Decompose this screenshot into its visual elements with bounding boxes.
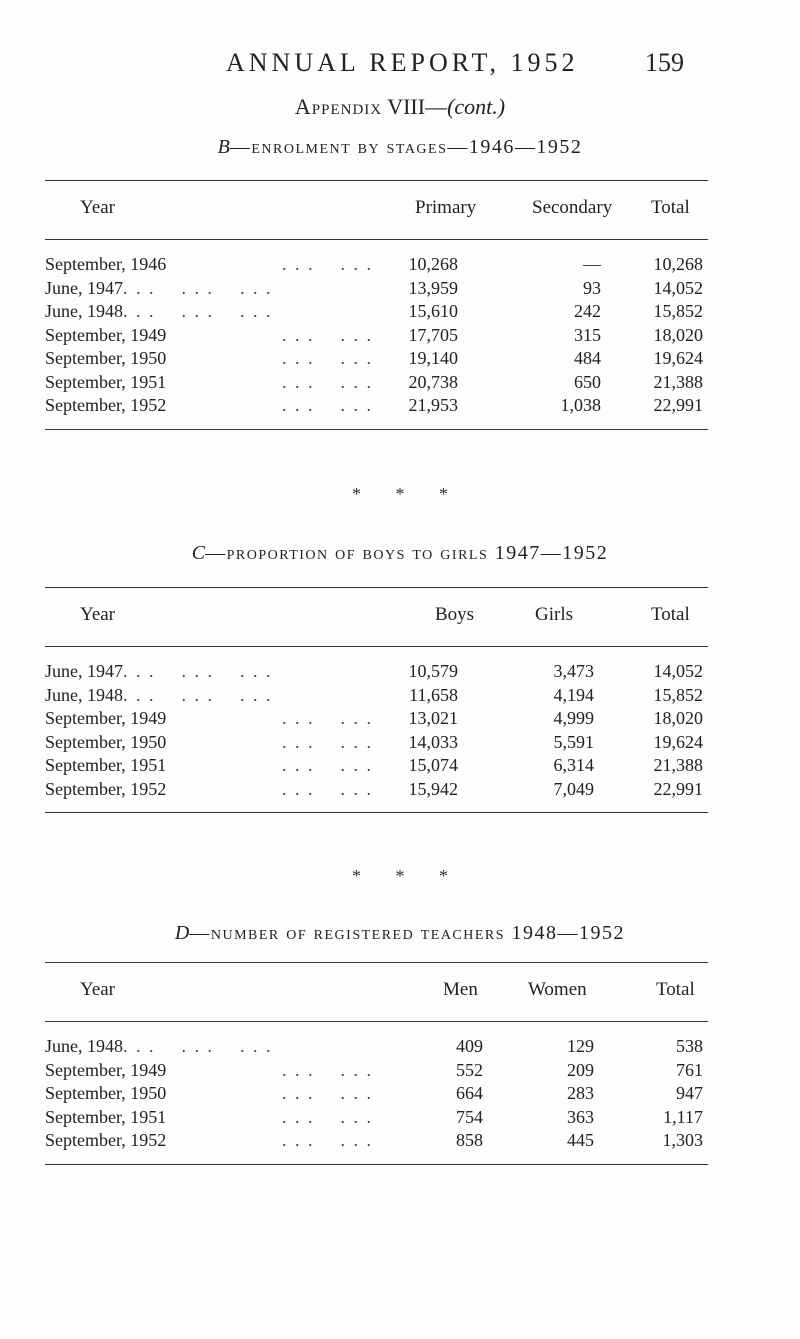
cell-year: September, 1951 — [45, 371, 167, 392]
table-d-letter: D — [174, 922, 190, 944]
cell-value-3: 947 — [676, 1083, 703, 1103]
leader-dots: . . . . . . . . . — [123, 684, 273, 705]
cell-value-1: 13,021 — [408, 708, 458, 728]
cell-year: June, 1948 — [45, 301, 123, 321]
col-header-boys: Boys — [435, 604, 475, 625]
leader-dots: . . . . . . — [282, 755, 373, 775]
leader-dots: . . . . . . — [282, 395, 373, 415]
cell-value-3: 19,624 — [653, 731, 703, 752]
table-body — [45, 240, 708, 429]
cell-value-3: 22,991 — [653, 395, 703, 415]
cell-value-2: 315 — [574, 324, 601, 345]
cell-year: June, 1947 — [45, 277, 123, 298]
cell-year: September, 1952 — [45, 1130, 167, 1150]
cell-value-1: 15,942 — [408, 778, 458, 799]
col-header-year: Year — [80, 604, 116, 625]
cell-value-3: 22,991 — [653, 778, 703, 799]
leader-dots: . . . . . . — [282, 1059, 373, 1080]
table-row — [45, 372, 708, 396]
table-body — [45, 1022, 708, 1164]
cell-value-2: 650 — [574, 371, 601, 392]
table-c-title — [0, 542, 800, 565]
table-row — [45, 325, 708, 349]
table-d-title — [0, 922, 800, 945]
cell-year: September, 1946 — [45, 254, 167, 274]
running-header — [0, 48, 800, 88]
leader-dots: . . . . . . . . . — [123, 277, 273, 298]
cell-value-3: 10,268 — [653, 254, 703, 274]
cell-year: September, 1952 — [45, 778, 167, 799]
appendix-title — [0, 94, 800, 120]
cell-value-2: 5,591 — [553, 731, 594, 752]
leader-dots: . . . . . . — [282, 1130, 373, 1150]
section-separator: * * * — [352, 866, 448, 886]
table-c-title-text: —proportion of boys to girls 1947—1952 — [205, 542, 609, 564]
cell-value-3: 538 — [676, 1036, 703, 1056]
table-d-title-text: —number of registered teachers 1948—1952 — [189, 922, 626, 944]
cell-value-2: 4,999 — [553, 708, 594, 728]
cell-year: September, 1950 — [45, 348, 167, 368]
cell-year: September, 1949 — [45, 708, 167, 728]
appendix-number: VIII— — [387, 94, 448, 119]
appendix-cont: (cont.) — [447, 94, 506, 119]
cell-value-3: 15,852 — [653, 301, 703, 321]
cell-value-2: 484 — [574, 348, 601, 368]
table-c — [45, 587, 708, 813]
leader-dots: . . . . . . — [282, 778, 373, 799]
col-header-secondary: Secondary — [532, 197, 613, 218]
leader-dots: . . . . . . . . . — [123, 1036, 273, 1056]
cell-year: September, 1950 — [45, 1083, 167, 1103]
cell-year: June, 1947 — [45, 661, 123, 681]
cell-value-2: 283 — [567, 1083, 594, 1103]
cell-value-1: 13,959 — [408, 277, 458, 298]
table-row — [45, 1036, 708, 1060]
table-row — [45, 732, 708, 756]
col-header-men: Men — [443, 979, 478, 1000]
table-row — [45, 685, 708, 709]
table-header-row — [45, 181, 708, 239]
cell-value-3: 14,052 — [653, 661, 703, 681]
table-row — [45, 278, 708, 302]
page-number: 159 — [645, 48, 684, 77]
table-row — [45, 301, 708, 325]
cell-value-3: 21,388 — [653, 755, 703, 775]
cell-value-2: 242 — [574, 301, 601, 321]
cell-year: September, 1951 — [45, 755, 167, 775]
cell-year: June, 1948 — [45, 684, 123, 705]
cell-value-1: 664 — [456, 1083, 483, 1103]
cell-value-2: 445 — [567, 1130, 594, 1150]
cell-year: September, 1951 — [45, 1106, 167, 1127]
table-row — [45, 348, 708, 372]
cell-value-1: 409 — [456, 1036, 483, 1056]
cell-value-2: 363 — [567, 1106, 594, 1127]
cell-value-2: 7,049 — [553, 778, 594, 799]
cell-value-3: 21,388 — [653, 371, 703, 392]
cell-value-1: 858 — [456, 1130, 483, 1150]
cell-year: September, 1950 — [45, 731, 167, 752]
table-c-letter: C — [191, 542, 206, 564]
table-row — [45, 1060, 708, 1084]
cell-value-2: — — [583, 254, 601, 274]
cell-value-1: 11,658 — [409, 684, 458, 705]
cell-value-3: 14,052 — [653, 277, 703, 298]
cell-value-2: 6,314 — [553, 755, 594, 775]
cell-value-1: 552 — [456, 1059, 483, 1080]
section-separator: * * * — [352, 484, 448, 504]
cell-value-1: 17,705 — [408, 324, 458, 345]
col-header-total: Total — [651, 197, 690, 218]
cell-value-1: 754 — [456, 1106, 483, 1127]
table-rule-bottom — [45, 812, 708, 813]
leader-dots: . . . . . . — [282, 1083, 373, 1103]
cell-value-1: 15,610 — [408, 301, 458, 321]
cell-year: September, 1949 — [45, 1059, 167, 1080]
table-b — [45, 180, 708, 430]
col-header-year: Year — [80, 979, 116, 1000]
cell-value-1: 14,033 — [408, 731, 458, 752]
cell-year: September, 1952 — [45, 395, 167, 415]
running-title: ANNUAL REPORT, 1952 — [226, 48, 579, 77]
cell-value-3: 1,117 — [663, 1106, 703, 1127]
table-row — [45, 661, 708, 685]
cell-value-3: 19,624 — [653, 348, 703, 368]
appendix-label: Appendix — [294, 94, 383, 119]
cell-value-2: 4,194 — [553, 684, 594, 705]
leader-dots: . . . . . . — [282, 348, 373, 368]
cell-value-1: 15,074 — [408, 755, 458, 775]
col-header-girls: Girls — [535, 604, 573, 625]
cell-value-1: 20,738 — [408, 371, 458, 392]
leader-dots: . . . . . . — [282, 731, 373, 752]
cell-value-3: 761 — [676, 1059, 703, 1080]
col-header-primary: Primary — [415, 197, 477, 218]
leader-dots: . . . . . . — [282, 371, 373, 392]
table-rule-bottom — [45, 429, 708, 430]
cell-value-3: 15,852 — [653, 684, 703, 705]
cell-value-3: 18,020 — [653, 708, 703, 728]
leader-dots: . . . . . . — [282, 708, 373, 728]
table-header-row — [45, 588, 708, 646]
cell-value-2: 3,473 — [553, 661, 594, 681]
table-b-title — [0, 136, 800, 159]
table-row — [45, 1083, 708, 1107]
col-header-total: Total — [656, 979, 695, 1000]
table-b-letter: B — [217, 136, 230, 158]
cell-value-2: 1,038 — [560, 395, 601, 415]
cell-year: June, 1948 — [45, 1036, 123, 1056]
leader-dots: . . . . . . — [282, 324, 373, 345]
table-row — [45, 755, 708, 779]
cell-value-3: 18,020 — [653, 324, 703, 345]
table-rule-bottom — [45, 1164, 708, 1165]
cell-value-2: 129 — [567, 1036, 594, 1056]
table-d — [45, 962, 708, 1165]
table-row — [45, 1130, 708, 1154]
table-row — [45, 254, 708, 278]
table-row — [45, 1107, 708, 1131]
leader-dots: . . . . . . . . . — [123, 301, 273, 321]
cell-value-1: 19,140 — [408, 348, 458, 368]
leader-dots: . . . . . . . . . — [123, 661, 273, 681]
cell-value-1: 21,953 — [408, 395, 458, 415]
table-row — [45, 395, 708, 419]
cell-value-1: 10,268 — [408, 254, 458, 274]
col-header-total: Total — [651, 604, 690, 625]
col-header-women: Women — [528, 979, 587, 1000]
cell-value-2: 93 — [583, 277, 601, 298]
leader-dots: . . . . . . — [282, 254, 373, 274]
table-row — [45, 708, 708, 732]
table-header-row — [45, 963, 708, 1021]
col-header-year: Year — [80, 197, 116, 218]
cell-value-3: 1,303 — [662, 1130, 703, 1150]
table-body — [45, 647, 708, 812]
cell-value-2: 209 — [567, 1059, 594, 1080]
table-row — [45, 779, 708, 803]
leader-dots: . . . . . . — [282, 1106, 373, 1127]
table-b-title-text: —enrolment by stages—1946—1952 — [229, 136, 583, 158]
cell-value-1: 10,579 — [408, 661, 458, 681]
cell-year: September, 1949 — [45, 324, 167, 345]
